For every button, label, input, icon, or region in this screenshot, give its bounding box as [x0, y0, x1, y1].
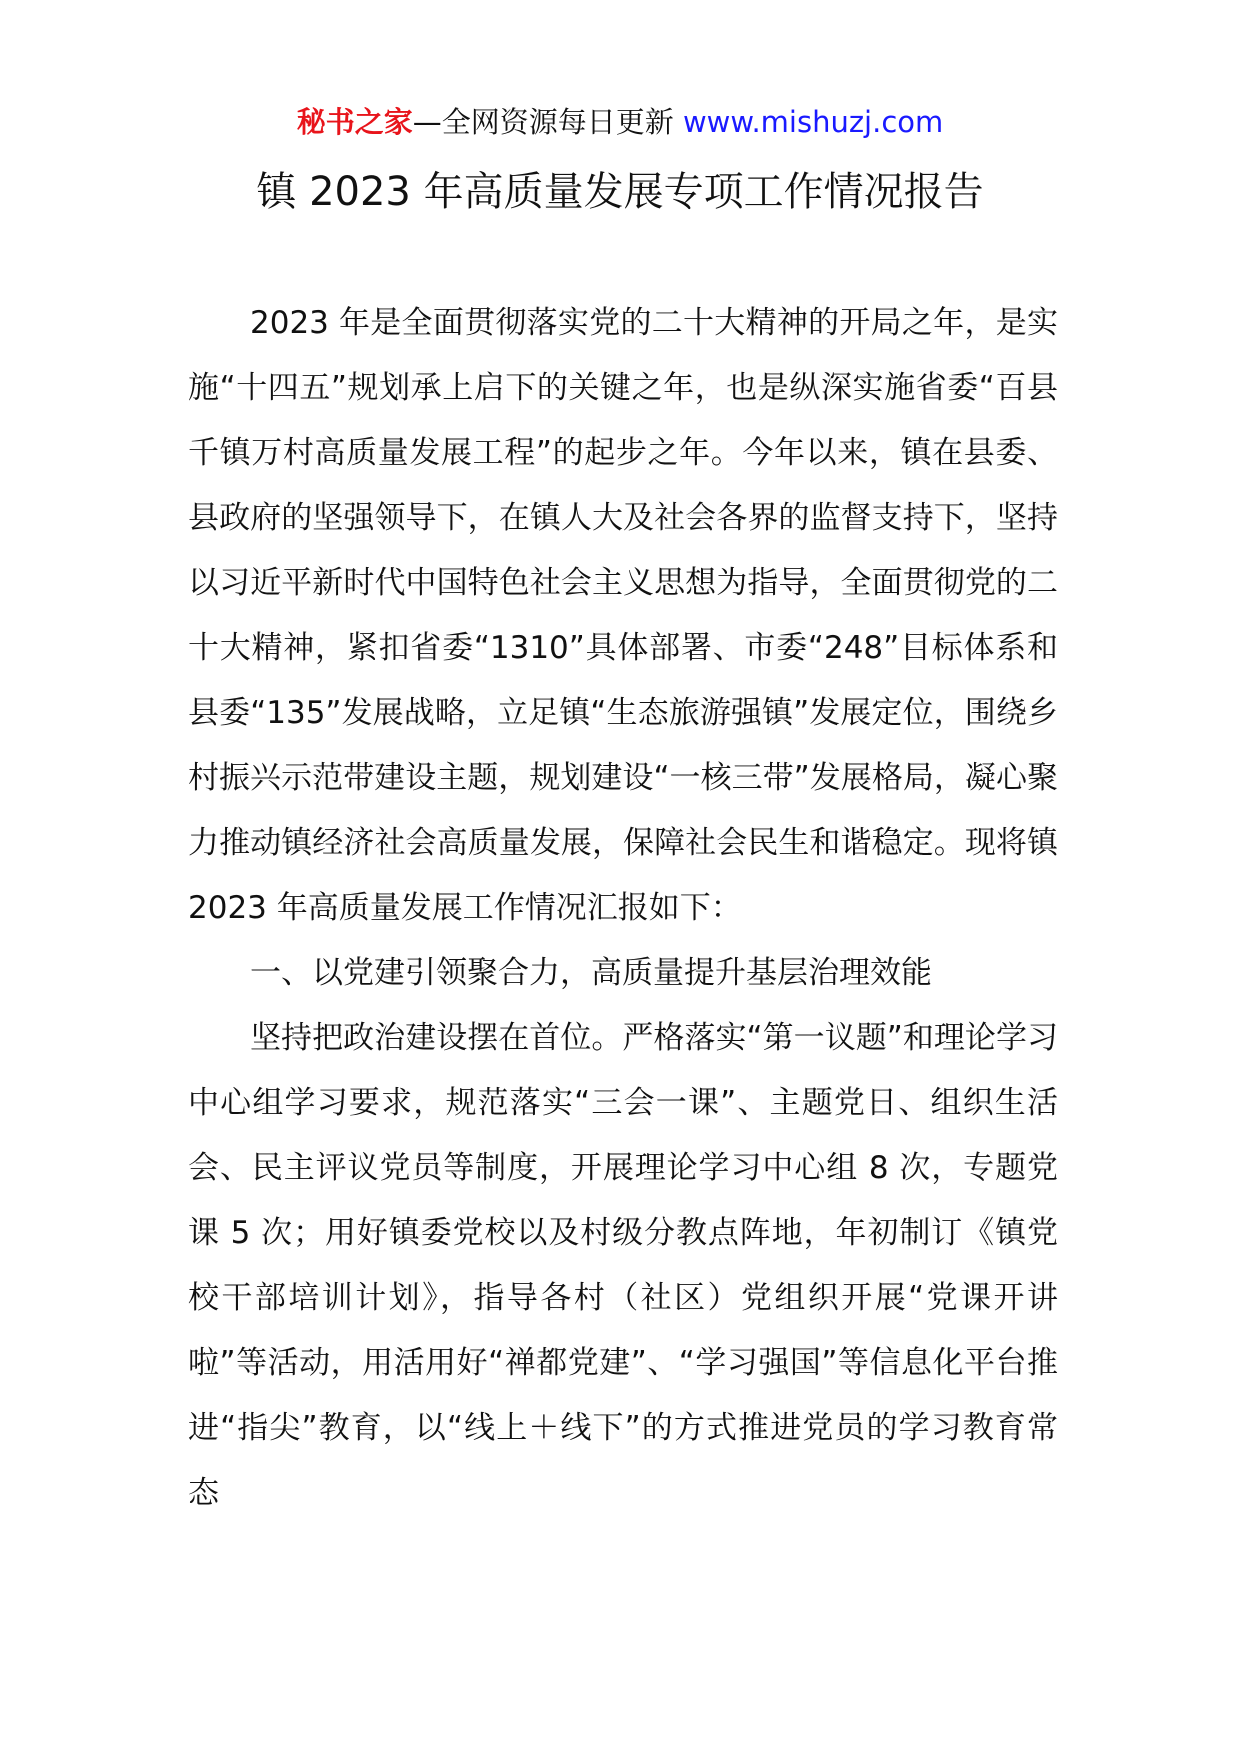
- site-url-link[interactable]: www.mishuzj.com: [682, 105, 944, 139]
- site-tagline: —全网资源每日更新: [412, 105, 674, 139]
- document-body: [188, 291, 1058, 1526]
- site-header: [0, 100, 1240, 144]
- section-heading: 一、以党建引领聚合力，高质量提升基层治理效能: [250, 955, 932, 991]
- intro-paragraph: 2023 年是全面贯彻落实党的二十大精神的开局之年，是实施“十四五”规划承上启下的关键之年，也是纵深实施省委“百县千镇万村高质量发展工程”的起步之年。今年以来，镇在县委、县政府的坚强领导下，在镇人大及社会各界的监督支持下，坚持以习近平新时代中国特色社会主义思想为指导，全面贯彻党的二十大精神，紧扣省委“1310”具体部署、市委“248”目标体系和县委“135”发展战略，立足镇“生态旅游强镇”发展定位，围绕乡村振兴示范带建设主题，规划建设“一核三带”发展格局，凝心聚力推动镇经济社会高质量发展，保障社会民生和谐稳定。现将镇 2023 年高质量发展工作情况汇报如下：: [188, 305, 1058, 926]
- body-paragraph: 坚持把政治建设摆在首位。严格落实“第一议题”和理论学习中心组学习要求，规范落实“三会一课”、主题党日、组织生活会、民主评议党员等制度，开展理论学习中心组 8 次，专题党课 5 次；用好镇委党校以及村级分教点阵地，年初制订《镇党校干部培训计划》，指导各村（社区）党组织开展“党课开讲啦”等活动，用活用好“禅都党建”、“学习强国”等信息化平台推进“指尖”教育，以“线上＋线下”的方式推进党员的学习教育常态: [188, 1020, 1058, 1511]
- site-brand: 秘书之家: [296, 105, 413, 139]
- document-title: 镇 2023 年高质量发展专项工作情况报告: [256, 169, 984, 215]
